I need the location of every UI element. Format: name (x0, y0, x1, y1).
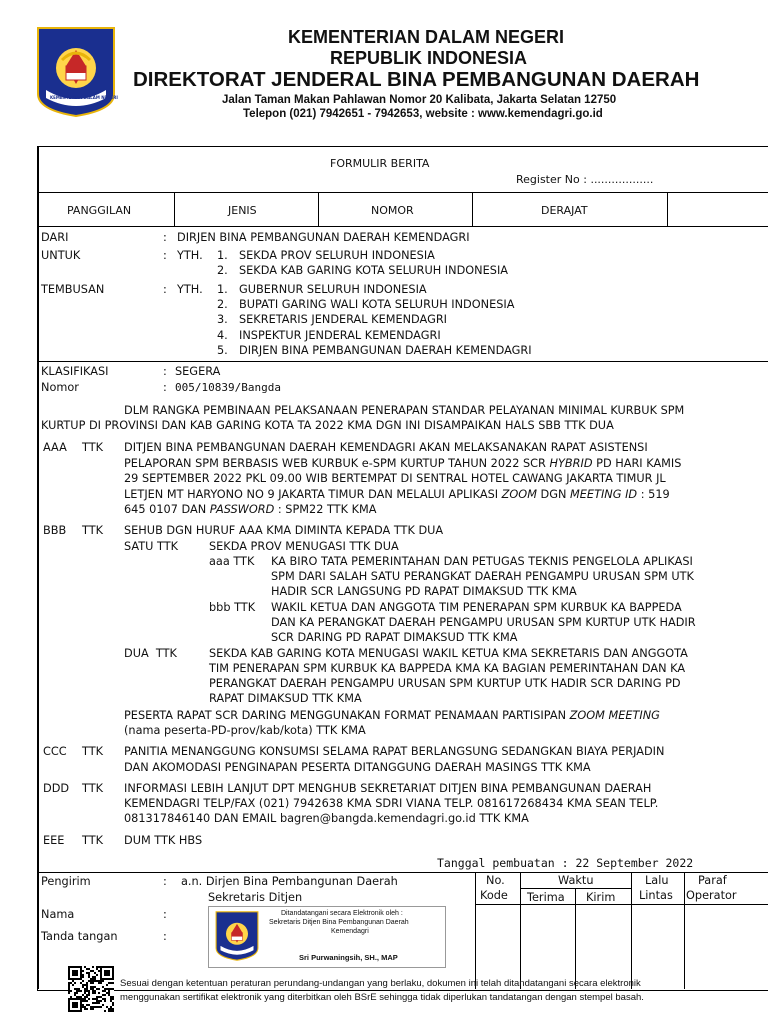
dari-value: DIRJEN BINA PEMBANGUNAN DAERAH KEMENDAGRI (177, 231, 470, 244)
ministry-emblem (36, 26, 116, 118)
kirim-label: Kirim (586, 891, 616, 904)
klasifikasi-label: KLASIFIKASI (41, 365, 109, 378)
pengirim-label: Pengirim (41, 875, 91, 888)
aaa-text: DGN (536, 488, 571, 501)
aaa-text: PD HARI KAMIS (592, 457, 682, 470)
intro-line: KURTUP DI PROVINSI DAN KAB GARING KOTA TA 2022 KMA DGN INI DISAMPAIKAN HALS SBB TTK DUA (41, 419, 614, 432)
aaa-meeting-id: MEETING ID (570, 488, 638, 501)
aaa-label: AAA (43, 441, 67, 454)
nomor-label: Nomor (41, 381, 79, 394)
kode-label: Kode (480, 889, 508, 902)
aaa-zoom: ZOOM (501, 488, 537, 501)
tembusan-item: GUBERNUR SELURUH INDONESIA (239, 283, 427, 296)
ccc-line: DAN AKOMODASI PENGINAPAN PESERTA DITANGGUNG DAERAH MASINGS TTK KMA (124, 761, 591, 774)
ccc-label: CCC (43, 745, 67, 758)
aaa-sub-line: HADIR SCR LANGSUNG PD RAPAT DIMAKSUD TTK KMA (271, 585, 577, 598)
bbb-sub-line: WAKIL KETUA DAN ANGGOTA TIM PENERAPAN SPM KURBUK KA BAPPEDA (271, 601, 682, 614)
header-nomor: NOMOR (371, 204, 414, 217)
aaa-line (124, 457, 681, 470)
esign-text: Sekretaris Ditjen Bina Pembangunan Daerah (269, 919, 409, 926)
aaa-line (124, 503, 376, 516)
tembusan-item-num: 2. (217, 298, 228, 311)
tembusan-item-num: 4. (217, 329, 228, 342)
eee-line: DUM TTK HBS (124, 834, 203, 847)
aaa-ttk: TTK (82, 441, 104, 454)
waktu-label: Waktu (558, 874, 594, 887)
dari-label: DARI (41, 231, 69, 244)
aaa-sub-label: aaa TTK (209, 555, 255, 568)
bbb-ttk: TTK (82, 524, 104, 537)
footer-col-line (631, 872, 632, 989)
tembusan-item-num: 3. (217, 313, 228, 326)
tembusan-item-num: 5. (217, 344, 228, 357)
untuk-label: UNTUK (41, 249, 81, 262)
bbb-sub-line: SCR DARING PD RAPAT DIMAKSUD TTK KMA (271, 631, 518, 644)
tembusan-item: BUPATI GARING WALI KOTA SELURUH INDONESIA (239, 298, 515, 311)
footer-waktu-line (520, 888, 631, 889)
terima-label: Terima (527, 891, 565, 904)
esign-text: Kemendagri (331, 928, 369, 935)
letterhead-phone: Telepon (021) 7942651 - 7942653, website : www.kemendagri.go.id (243, 108, 603, 120)
esign-text: Ditandatangani secara Elektronik oleh : (281, 910, 403, 917)
untuk-item-num: 1. (217, 249, 228, 262)
bbb-sub-label: bbb TTK (209, 601, 256, 614)
aaa-line: DITJEN BINA PEMBANGUNAN DAERAH KEMENDAGRI AKAN MELAKSANAKAN RAPAT ASISTENSI (124, 441, 648, 454)
dua-line: TIM PENERAPAN SPM KURBUK KA BAPPEDA KMA KA BAGIAN PEMERINTAHAN DAN KA (209, 662, 686, 675)
intro-line: DLM RANGKA PEMBINAAN PELAKSANAAN PENERAPAN STANDAR PELAYANAN MINIMAL KURBUK SPM (124, 404, 685, 417)
letterhead-ministry: KEMENTERIAN DALAM NEGERI (288, 27, 565, 47)
tembusan-label: TEMBUSAN (41, 283, 105, 296)
header-col-line (667, 192, 668, 226)
dari-colon: : (163, 231, 167, 244)
tembusan-colon: : (163, 283, 167, 296)
dua-line: RAPAT DIMAKSUD TTK KMA (209, 692, 362, 705)
pengirim-value-2: Sekretaris Ditjen (208, 891, 303, 904)
peserta-text: PESERTA RAPAT SCR DARING MENGGUNAKAN FORMAT PENAMAAN PARTISIPAN (124, 709, 570, 722)
eee-ttk: TTK (82, 834, 104, 847)
bbb-label: BBB (43, 524, 67, 537)
footer-col-line (475, 872, 476, 989)
lalu-label: Lalu (645, 874, 669, 887)
untuk-item-num: 2. (217, 264, 228, 277)
peserta-zoom: ZOOM MEETING (569, 709, 660, 722)
untuk-item: SEKDA PROV SELURUH INDONESIA (239, 249, 435, 262)
nomor-value: 005/10839/Bangda (175, 381, 281, 394)
nomor-colon: : (163, 381, 167, 394)
letterhead-address: Jalan Taman Makan Pahlawan Nomor 20 Kalibata, Jakarta Selatan 12750 (222, 94, 617, 106)
untuk-item: SEKDA KAB GARING KOTA SELURUH INDONESIA (239, 264, 509, 277)
ccc-line: PANITIA MENANGGUNG KONSUMSI SELAMA RAPAT BERLANGSUNG SEDANGKAN BIAYA PERJADIN (124, 745, 665, 758)
esign-box (208, 906, 446, 968)
frame-left-line (38, 146, 39, 989)
letterhead-republic: REPUBLIK INDONESIA (330, 48, 528, 68)
ttd-label: Tanda tangan (41, 930, 118, 943)
header-col-line (472, 192, 473, 226)
tembusan-item-num: 1. (217, 283, 228, 296)
dua-line: PERANGKAT DAERAH PENGAMPU URUSAN SPM KURTUP UTK HADIR SCR DARING PD (209, 677, 681, 690)
aaa-text: LETJEN MT HARYONO NO 9 JAKARTA TIMUR DAN MELALUI APLIKASI (124, 488, 502, 501)
header-jenis: JENIS (228, 204, 257, 217)
divider-header-top (37, 192, 768, 193)
aaa-sub-line: KA BIRO TATA PEMERINTAHAN DAN PETUGAS TEKNIS PENGELOLA APLIKASI (271, 555, 693, 568)
aaa-sub-line: SPM DARI SALAH SATU PERANGKAT DAERAH PENGAMPU URUSAN SPM UTK (271, 570, 694, 583)
eee-label: EEE (43, 834, 65, 847)
ddd-label: DDD (43, 782, 70, 795)
header-col-line (174, 192, 175, 226)
esign-signer: Sri Purwaningsih, SH., MAP (299, 953, 398, 962)
nama-label: Nama (41, 908, 75, 921)
divider-header-bottom (37, 226, 768, 227)
tembusan-item: DIRJEN BINA PEMBANGUNAN DAERAH KEMENDAGRI (239, 344, 532, 357)
ddd-line: INFORMASI LEBIH LANJUT DPT MENGHUB SEKRETARIAT DITJEN BINA PEMBANGUNAN DAERAH (124, 782, 652, 795)
esign-emblem (215, 910, 259, 962)
peserta-line (124, 709, 660, 722)
untuk-yth: YTH. (177, 249, 203, 262)
header-col-line (318, 192, 319, 226)
bbb-line: SEHUB DGN HURUF AAA KMA DIMINTA KEPADA TTK DUA (124, 524, 444, 537)
register-number: Register No : .................. (516, 173, 654, 186)
satu-label: SATU TTK (124, 540, 179, 553)
satu-line: SEKDA PROV MENUGASI TTK DUA (209, 540, 399, 553)
klasifikasi-value: SEGERA (175, 365, 221, 378)
ttd-colon: : (163, 930, 167, 943)
divider-footer (37, 872, 768, 873)
tembusan-item: INSPEKTUR JENDERAL KEMENDAGRI (239, 329, 441, 342)
lintas-label: Lintas (639, 889, 673, 902)
divider-routing (37, 361, 768, 362)
ccc-ttk: TTK (82, 745, 104, 758)
footer-col-line (520, 872, 521, 989)
no-label: No. (486, 874, 505, 887)
peserta-line: (nama peserta-PD-prov/kab/kota) TTK KMA (124, 724, 366, 737)
footer-header-line (475, 904, 768, 905)
operator-label: Operator (686, 889, 737, 902)
aaa-line: 29 SEPTEMBER 2022 PKL 09.00 WIB BERTEMPAT DI SENTRAL HOTEL CAWANG JAKARTA TIMUR JL (124, 472, 666, 485)
tembusan-item: SEKRETARIS JENDERAL KEMENDAGRI (239, 313, 448, 326)
dua-line: SEKDA KAB GARING KOTA MENUGASI WAKIL KETUA KMA SEKRETARIS DAN ANGGOTA (209, 647, 688, 660)
aaa-text: : SPM22 TTK KMA (274, 503, 377, 516)
disclaimer-line: menggunakan sertifikat elektronik yang diterbitkan oleh BSrE sehingga tidak diperlukan tandatangan dengan stempel basah. (120, 992, 644, 1003)
klasifikasi-colon: : (163, 365, 167, 378)
creation-date: Tanggal pembuatan : 22 September 2022 (437, 856, 694, 870)
ddd-line: KEMENDAGRI TELP/FAX (021) 7942638 KMA SDRI VIANA TELP. 081617268434 KMA SEAN TELP. (124, 797, 659, 810)
tembusan-yth: YTH. (177, 283, 203, 296)
aaa-password: PASSWORD (209, 503, 275, 516)
pengirim-value: a.n. Dirjen Bina Pembangunan Daerah (181, 875, 398, 888)
header-panggilan: PANGGILAN (67, 204, 132, 217)
aaa-text: PELAPORAN SPM BERBASIS WEB KURBUK e-SPM KURTUP TAHUN 2022 SCR (124, 457, 550, 470)
ddd-ttk: TTK (82, 782, 104, 795)
disclaimer-line: Sesuai dengan ketentuan peraturan perundang-undangan yang berlaku, dokumen ini telah ditandatangani secara elektronik (120, 978, 641, 989)
aaa-hybrid: HYBRID (549, 457, 593, 470)
nama-colon: : (163, 908, 167, 921)
paraf-label: Paraf (698, 874, 727, 887)
qr-code (68, 966, 114, 1012)
untuk-colon: : (163, 249, 167, 262)
pengirim-colon: : (163, 875, 167, 888)
ddd-line: 081317846140 DAN EMAIL bagren@bangda.kemendagri.go.id TTK KMA (124, 812, 529, 825)
aaa-text: 645 0107 DAN (124, 503, 210, 516)
dua-label: DUA TTK (124, 647, 177, 660)
aaa-line (124, 488, 670, 501)
letterhead-directorate: DIREKTORAT JENDERAL BINA PEMBANGUNAN DAERAH (133, 68, 700, 91)
footer-col-line (684, 872, 685, 989)
header-derajat: DERAJAT (541, 204, 588, 217)
form-title: FORMULIR BERITA (330, 157, 430, 170)
aaa-text: : 519 (637, 488, 670, 501)
emblem-caption: KEMENTERIAN DALAM NEGERI (50, 95, 118, 100)
bbb-sub-line: DAN KA PERANGKAT DAERAH PENGAMPU URUSAN SPM KURTUP UTK HADIR (271, 616, 696, 629)
